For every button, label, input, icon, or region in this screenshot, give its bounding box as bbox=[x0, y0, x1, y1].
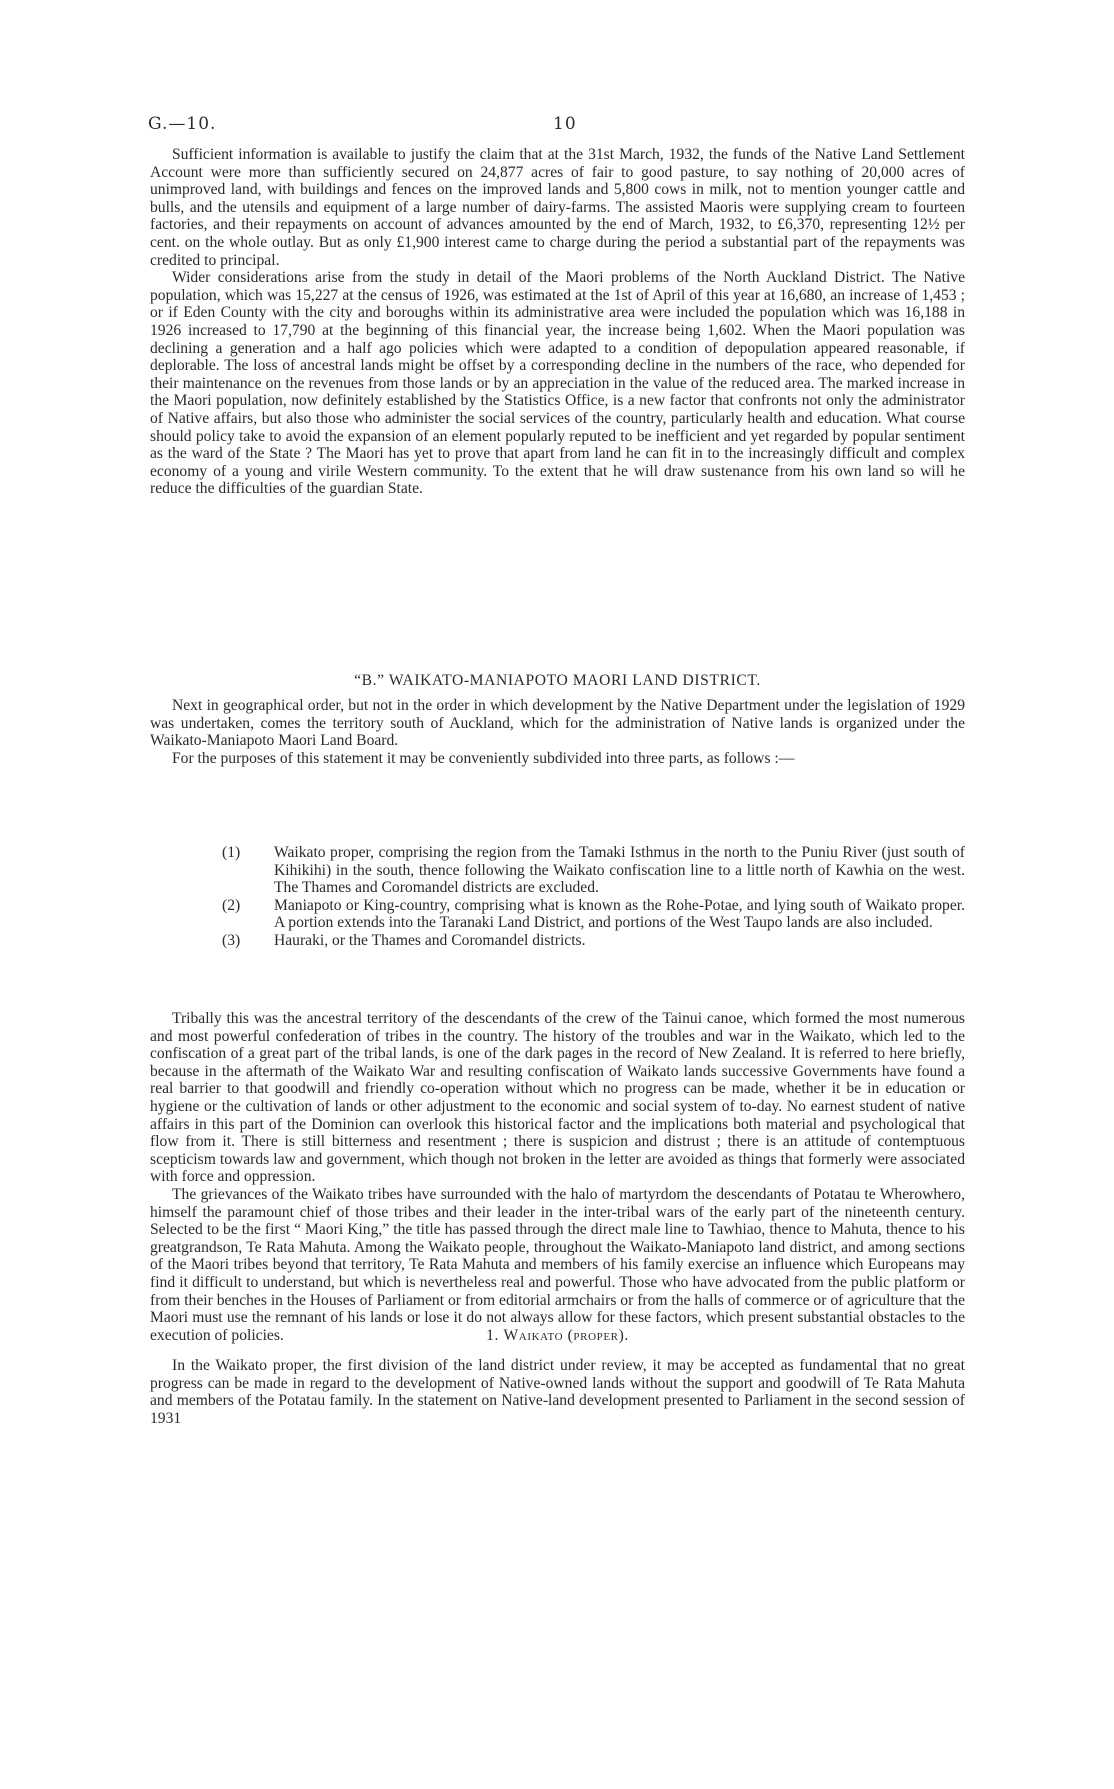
subsection-title: Waikato (proper). bbox=[503, 1327, 629, 1344]
page-number: 10 bbox=[553, 114, 577, 134]
section-heading-waikato-maniapoto: “B.” WAIKATO-MANIAPOTO MAORI LAND DISTRICT. bbox=[354, 672, 761, 689]
parliamentary-paper-reference: G.—10. bbox=[148, 114, 217, 134]
subsection-number: 1. bbox=[486, 1327, 499, 1344]
list-item-number: (2) bbox=[222, 896, 241, 914]
north-auckland-summary bbox=[150, 146, 965, 498]
list-item-text: Waikato proper, comprising the region from the Tamaki Isthmus in the north to the Puniu River (just south of Kihikihi) in the south, thence following the Waikato confiscation line to a little north of Kawhia on the west. The Thames and Coromandel districts are excluded. bbox=[274, 844, 965, 897]
list-item bbox=[222, 897, 965, 932]
paragraph-tribal-history: Tribally this was the ancestral territory of the descendants of the crew of the Tainui canoe, which formed the most numerous and most powerful confederation of tribes in the country. The history of the troubles and war in the Waikato, which led to the confiscation of a great part of the tribal lands, is one of the dark pages in the record of New Zealand. It is referred to here briefly, because in the aftermath of the Waikato War and resulting confiscation of Waikato lands successive Governments have found a real barrier to that goodwill and friendly co-operation without which no progress can be made, whether it be in education or hygiene or the cultivation of lands or other adjustment to the economic and social system of to-day. No earnest student of native affairs in this part of the Dominion can overlook this historical factor and the implications both material and psychological that flow from it. There is still bitterness and resentment ; there is suspicion and distrust ; there is an attitude of contemptuous scepticism towards law and government, which though not broken in the letter are avoided as things that formerly were associated with force and oppression. bbox=[150, 1010, 965, 1186]
paragraph-geographical-order: Next in geographical order, but not in the order in which development by the Native Department under the legislation of 1929 was undertaken, comes the territory south of Auckland, which for the administration of Native lands is organized under the Waikato-Maniapoto Maori Land Board. bbox=[150, 697, 965, 750]
paragraph-subdivision: For the purposes of this statement it may be conveniently subdivided into three parts, as follows :— bbox=[172, 749, 795, 767]
tainui-history bbox=[150, 1010, 965, 1344]
list-item bbox=[222, 844, 965, 897]
list-item-number: (1) bbox=[222, 844, 241, 861]
list-item-text: Maniapoto or King-country, comprising what is known as the Rohe-Potae, and lying south of Waikato proper. A portion extends into the Taranaki Land District, and portions of the West Taupo lands are also included. bbox=[274, 896, 965, 932]
waikato-proper-text bbox=[150, 1357, 965, 1427]
paragraph-wider-considerations: Wider considerations arise from the study in detail of the Maori problems of the North Auckland District. The Native population, which was 15,227 at the census of 1926, was estimated at the 1st of April of this year at 16,680, an increase of 1,453 ; or if Eden County with the city and boroughs within its administrative area were included the population which was 16,188 in 1926 increased to 17,790 at the beginning of this financial year, the increase being 1,602. When the Maori population was declining a generation and a half ago policies which were adapted to a condition of depopulation appeared reasonable, if deplorable. The loss of ancestral lands might be offset by a corresponding decline in the numbers of the race, who depended for their maintenance on the revenues from those lands or by an appreciation in the value of the reduced area. The marked increase in the Maori population, now definitely established by the Statistics Office, is a new factor that confronts not only the administrator of Native affairs, but also those who administer the social services of the country, particularly health and education. What course should policy take to avoid the expansion of an element popularly reputed to be inefficient and yet regarded by popular sentiment as the ward of the State ? The Maori has yet to prove that apart from land he can fit in to the increasingly difficult and complex economy of a young and virile Western community. To the extent that he will draw sustenance from his own land so will he reduce the difficulties of the guardian State. bbox=[150, 269, 965, 498]
paragraph-waikato-grievances: The grievances of the Waikato tribes have surrounded with the halo of martyrdom the descendants of Potatau te Wherowhero, himself the paramount chief of those tribes and their leader in the inter-tribal wars of the early part of the nineteenth century. Selected to be the first “ Maori King,” the title has passed through the direct male line to Tawhiao, thence to Mahuta, thence to his greatgrandson, Te Rata Mahuta. Among the Waikato people, throughout the Waikato-Maniapoto land district, and among sections of the Maori tribes beyond that territory, Te Rata Mahuta and members of his family exercise an influence which Europeans may find it difficult to understand, but which is nevertheless real and powerful. Those who have advocated from the public platform or from their benches in the Houses of Parliament or from editorial armchairs or from the halls of commerce or of agriculture that the Maori must use the remnant of his lands or lose it do not always allow for these factors, which present substantial obstacles to the execution of policies. bbox=[150, 1185, 965, 1344]
list-item-number: (3) bbox=[222, 931, 241, 949]
page-header bbox=[148, 114, 968, 138]
subdivision-list bbox=[222, 844, 965, 950]
waikato-maniapoto-intro bbox=[150, 697, 965, 767]
subsection-heading-waikato-proper bbox=[150, 1327, 965, 1345]
paragraph-waikato-proper: In the Waikato proper, the first division of the land district under review, it may be accepted as fundamental that no great progress can be made in regard to the development of Native-owned lands without the support and goodwill of Te Rata Mahuta and members of the Potatau family. In the statement on Native-land development presented to Parliament in the second session of 1931 bbox=[150, 1357, 965, 1427]
list-item-text: Hauraki, or the Thames and Coromandel districts. bbox=[274, 931, 586, 949]
paragraph-land-settlement-account: Sufficient information is available to justify the claim that at the 31st March, 1932, the funds of the Native Land Settlement Account were more than sufficiently secured on 24,877 acres of fair to good pasture, to say nothing of 20,000 acres of unimproved land, with buildings and fences on the improved lands and 5,800 cows in milk, not to mention younger cattle and bulls, and the utensils and equipment of a large number of dairy-farms. The assisted Maoris were supplying cream to fourteen factories, and their repayments on account of advances amounted by the end of March, 1932, to £6,370, representing 12½ per cent. on the whole outlay. But as only £1,900 interest came to charge during the period a substantial part of the repayments was credited to principal. bbox=[150, 146, 965, 269]
list-item bbox=[222, 932, 965, 950]
